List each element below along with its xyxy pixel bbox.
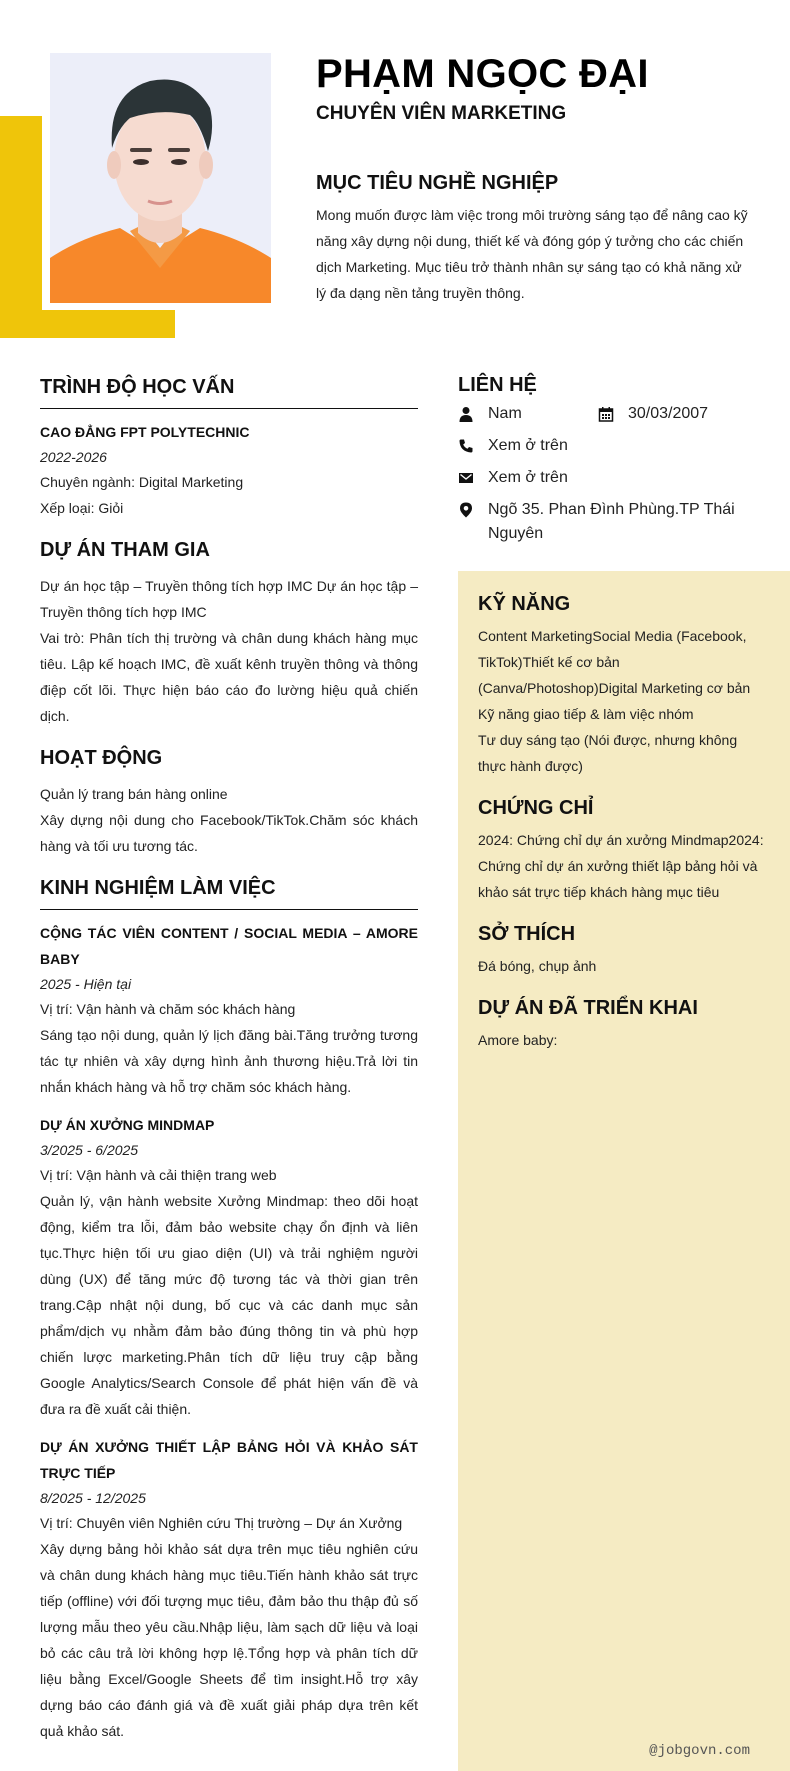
job-title: DỰ ÁN XƯỞNG MINDMAP [40,1117,215,1133]
deployed-projects-section [478,993,768,1053]
contact-section [458,370,758,554]
projects-section [40,535,418,729]
profile-photo [50,53,271,303]
certificates-text: 2024: Chứng chỉ dự án xưởng Mindmap2024: Chứng chỉ dự án xưởng thiết lập bảng hỏi và khảo sát trực tiếp khách hàng mục tiêu [478,832,764,900]
job-position: Vị trí: Chuyên viên Nghiên cứu Thị trường – Dự án Xưởng [40,1515,403,1531]
phone-icon [458,434,488,458]
skill-item: Tư duy sáng tạo (Nói được, nhưng không thực hành được) [478,732,738,774]
education-title: TRÌNH ĐỘ HỌC VẤN [40,372,418,409]
envelope-icon [458,466,488,490]
job-description: Quản lý, vận hành website Xưởng Mindmap: theo dõi hoạt động, kiểm tra lỗi, đảm bảo website chạy ổn định và liên tục.Thực hiện tối ưu giao diện (UI) và trải nghiệm người dùng (UX) để tăng mức độ tương tác và thời gian trên trang.Cập nhật nội dung, bố cục và các danh mục sản phẩm/dịch vụ nhằm đảm bảo đúng thông tin và phù hợp chiến lược marketing.Phân tích dữ liệu truy cập bằng Google Analytics/Search Console để phát hiện vấn đề và đưa ra đề xuất cải thiện. [40,1193,418,1417]
job-entry [40,1434,418,1744]
objective-text: Mong muốn được làm việc trong môi trường sáng tạo để nâng cao kỹ năng xây dựng nội dung, thiết kế và đóng góp ý tưởng cho các chiến dịch Marketing. Mục tiêu trở thành nhân sự sáng tạo có khả năng xử lý đa dạng nền tảng truyền thông. [316,207,748,301]
person-icon [458,402,488,426]
certificates-title: CHỨNG CHỈ [478,797,594,819]
right-panel [458,571,790,1771]
contact-row-gender-birthday [458,402,758,426]
projects-title: DỰ ÁN THAM GIA [40,539,210,561]
contact-title: LIÊN HỆ [458,374,537,396]
job-period: 2025 - Hiện tại [40,976,132,992]
education-period: 2022-2026 [40,449,107,465]
skill-item: Kỹ năng giao tiếp & làm việc nhóm [478,706,694,722]
job-title: CỘNG TÁC VIÊN CONTENT / SOCIAL MEDIA – AMORE BABY [40,925,418,967]
education-section [40,372,418,521]
education-grade: Xếp loại: Giỏi [40,500,124,516]
education-major: Chuyên ngành: Digital Marketing [40,474,244,490]
calendar-icon [598,402,628,426]
contact-birthday: 30/03/2007 [628,405,709,422]
contact-row-address [458,498,758,546]
location-pin-icon [458,498,488,522]
experience-title: KINH NGHIỆM LÀM VIỆC [40,873,418,910]
activity-item: Quản lý trang bán hàng online [40,786,228,802]
job-entry [40,920,418,1100]
contact-row-phone [458,434,758,458]
hobbies-section [478,919,768,979]
certificates-section [478,793,768,905]
skill-item: Content MarketingSocial Media (Facebook, TikTok)Thiết kế cơ bản (Canva/Photoshop)Digital Marketing cơ bản [478,628,751,696]
candidate-name: PHẠM NGỌC ĐẠI [316,52,649,96]
project-role: Vai trò: Phân tích thị trường và chân dung khách hàng mục tiêu. Lập kế hoạch IMC, đề xuất kênh truyền thông và thông điệp cốt lõi. Thực hiện báo cáo đo lường hiệu quả chiến dịch. [40,630,418,724]
deployed-projects-title: DỰ ÁN ĐÃ TRIỂN KHAI [478,997,698,1019]
job-period: 3/2025 - 6/2025 [40,1142,139,1158]
experience-section [40,873,418,1744]
accent-bar-horizontal [0,310,175,338]
accent-bar-vertical [0,116,42,338]
job-position: Vị trí: Vận hành và chăm sóc khách hàng [40,1001,296,1017]
hobbies-title: SỞ THÍCH [478,923,576,945]
contact-row-email [458,466,758,490]
job-position: Vị trí: Vận hành và cải thiện trang web [40,1167,277,1183]
skills-title: KỸ NĂNG [478,593,571,615]
job-period: 8/2025 - 12/2025 [40,1490,146,1506]
deployed-projects-text: Amore baby: [478,1032,558,1048]
contact-email[interactable]: Xem ở trên [488,469,568,486]
education-school: CAO ĐẲNG FPT POLYTECHNIC [40,424,250,440]
watermark: @jobgovn.com [649,1743,750,1759]
left-column [40,372,418,1758]
contact-address: Ngõ 35. Phan Đình Phùng.TP Thái Nguyên [488,501,735,542]
activities-section [40,743,418,859]
portrait-illustration [50,53,271,303]
contact-gender: Nam [488,405,522,422]
right-panel-content [478,589,768,1067]
activity-item: Xây dựng nội dung cho Facebook/TikTok.Chăm sóc khách hàng và tối ưu tương tác. [40,812,418,854]
contact-phone[interactable]: Xem ở trên [488,437,568,454]
project-name: Dự án học tập – Truyền thông tích hợp IMC Dự án học tập – Truyền thông tích hợp IMC [40,578,418,620]
job-description: Xây dựng bảng hỏi khảo sát dựa trên mục tiêu nghiên cứu và chân dung khách hàng mục tiêu.Tiến hành khảo sát trực tiếp (offline) với đối tượng mục tiêu, đảm bảo thu thập đủ số lượng mẫu theo yêu cầu.Nhập liệu, làm sạch dữ liệu và loại bỏ các câu trả lời không hợp lệ.Tổng hợp và phân tích dữ liệu bằng Excel/Google Sheets để tìm insight.Hỗ trợ xây dựng báo cáo đánh giá và đề xuất giải pháp dựa trên kết quả khảo sát. [40,1541,418,1739]
skills-section [478,589,768,779]
candidate-role: CHUYÊN VIÊN MARKETING [316,103,567,124]
job-entry [40,1112,418,1422]
job-title: DỰ ÁN XƯỞNG THIẾT LẬP BẢNG HỎI VÀ KHẢO SÁT TRỰC TIẾP [40,1439,418,1481]
job-description: Sáng tạo nội dung, quản lý lịch đăng bài.Tăng trưởng tương tác tự nhiên và xây dựng hình ảnh thương hiệu.Trả lời tin nhắn khách hàng và hỗ trợ chăm sóc khách hàng. [40,1027,418,1095]
activities-title: HOẠT ĐỘNG [40,747,163,769]
objective-title: MỤC TIÊU NGHỀ NGHIỆP [316,172,559,194]
hobbies-text: Đá bóng, chụp ảnh [478,958,597,974]
